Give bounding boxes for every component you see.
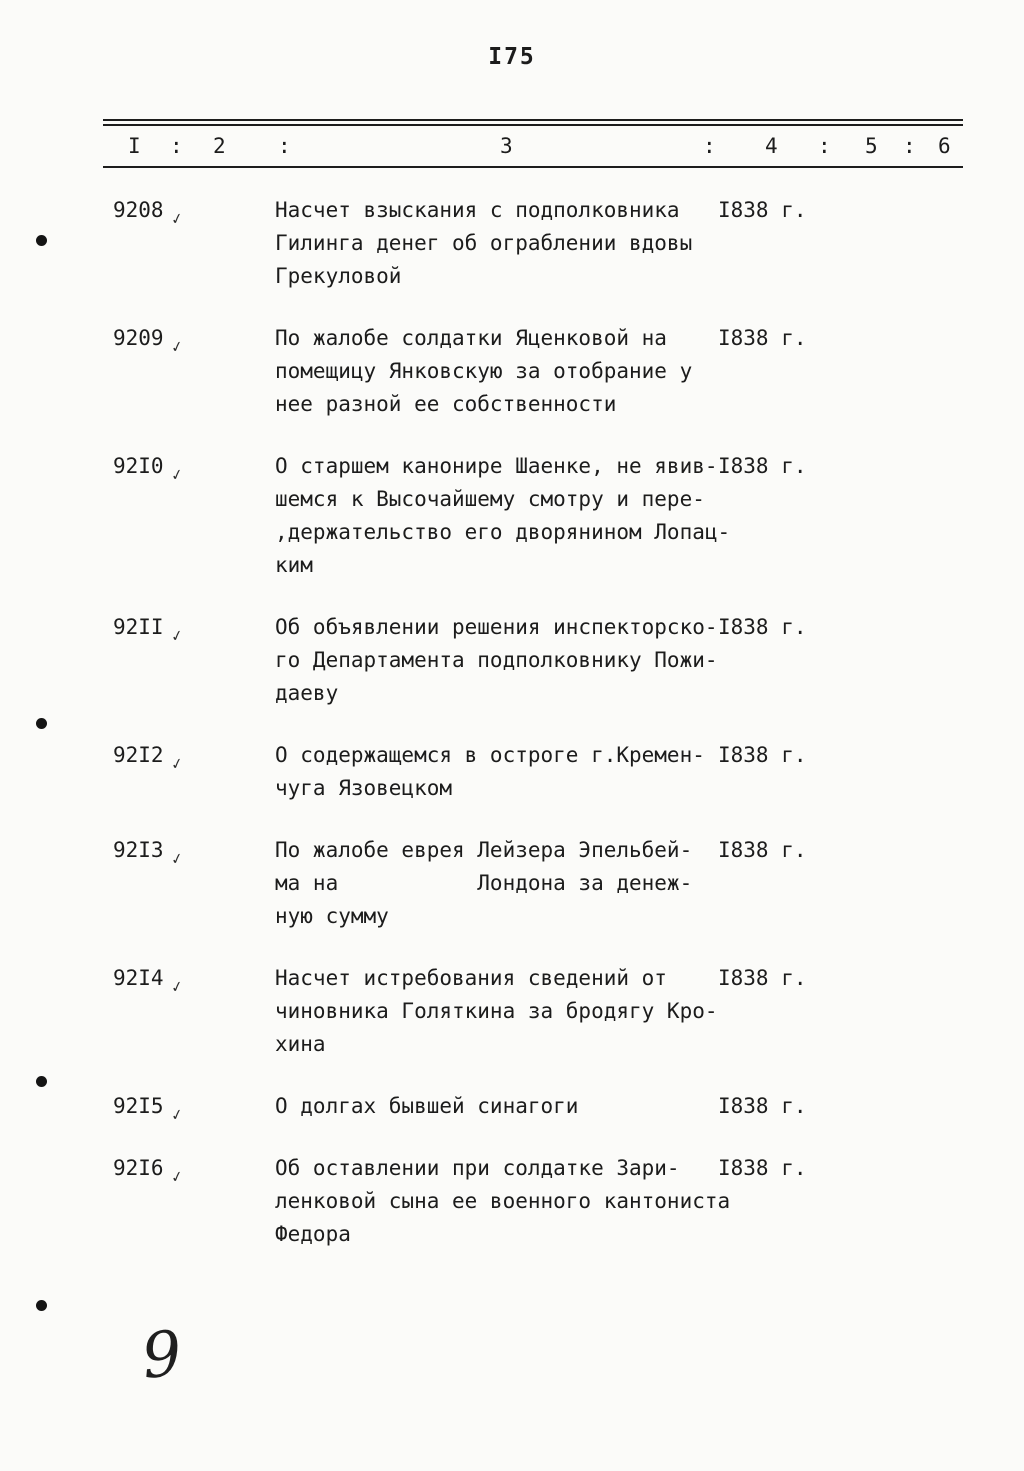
entry-number: 92I5 (113, 1094, 164, 1118)
description-line: По жалобе солдатки Яценковой на (275, 326, 667, 350)
entry-year: I838 г. (718, 454, 807, 478)
entry-year: I838 г. (718, 1156, 807, 1180)
description-line: ,держательство его дворянином Лопац- (275, 520, 731, 544)
header-colon: : (170, 134, 183, 158)
description-line: Насчет истребования сведений от (275, 966, 667, 990)
table-row (113, 194, 1024, 293)
entries-list (0, 194, 1024, 1280)
description-line: шемся к Высочайшему смотру и пере- (275, 487, 705, 511)
margin-dot (36, 1300, 47, 1311)
entry-number-cell (113, 611, 182, 646)
entry-description (275, 194, 1024, 293)
description-line: Об объявлении решения инспекторско- (275, 615, 718, 639)
entry-number-cell (113, 739, 182, 774)
entry-year: I838 г. (718, 743, 807, 767)
description-line: Насчет взыскания с подполковника (275, 198, 680, 222)
description-line: О старшем канонире Шаенке, не явив- (275, 454, 718, 478)
checkmark-icon: ✓ (169, 625, 184, 647)
description-line: чиновника Голяткина за бродягу Кро- (275, 999, 718, 1023)
checkmark-icon: ✓ (169, 464, 184, 486)
entry-year: I838 г. (718, 326, 807, 350)
entry-description (275, 322, 1024, 421)
description-line: О долгах бывшей синагоги (275, 1094, 579, 1118)
description-line: хина (275, 1032, 326, 1056)
entry-number: 9208 (113, 198, 164, 222)
header-colon: : (703, 134, 716, 158)
table-row (113, 962, 1024, 1061)
entry-number-cell (113, 1152, 182, 1187)
entry-number: 92I3 (113, 838, 164, 862)
entry-number: 92I6 (113, 1156, 164, 1180)
description-line: нее разной ее собственности (275, 392, 617, 416)
header-col-4: 4 (765, 134, 778, 158)
entry-description (275, 611, 1024, 710)
entry-year: I838 г. (718, 1094, 807, 1118)
double-rule (103, 119, 963, 126)
entry-number-cell (113, 834, 182, 869)
checkmark-icon: ✓ (169, 753, 184, 775)
table-row (113, 1090, 1024, 1126)
table-row (113, 450, 1024, 582)
entry-number-cell (113, 1090, 182, 1125)
handwritten-page-number: 9 (138, 1316, 186, 1393)
description-line: Гилинга денег об ограблении вдовы (275, 231, 693, 255)
header-col-3: 3 (500, 134, 513, 158)
description-line: помещицу Янковскую за отобрание у (275, 359, 693, 383)
entry-year: I838 г. (718, 615, 807, 639)
description-line: О содержащемся в остроге г.Кремен- (275, 743, 705, 767)
checkmark-icon: ✓ (169, 336, 184, 358)
entry-description (275, 1152, 1024, 1251)
description-line: го Департамента подполковнику Пожи- (275, 648, 718, 672)
description-line: ким (275, 553, 313, 577)
checkmark-icon: ✓ (169, 976, 184, 998)
entry-year: I838 г. (718, 838, 807, 862)
entry-description (275, 739, 1024, 805)
page-number: I75 (488, 44, 536, 70)
table-row (113, 834, 1024, 933)
description-line: Грекуловой (275, 264, 402, 288)
checkmark-icon: ✓ (169, 848, 184, 870)
entry-year: I838 г. (718, 198, 807, 222)
entry-number: 9209 (113, 326, 164, 350)
header-col-6: 6 (938, 134, 951, 158)
entry-description (275, 834, 1024, 933)
entry-description (275, 962, 1024, 1061)
table-row (113, 739, 1024, 805)
table-row (113, 1152, 1024, 1251)
description-line: ную сумму (275, 904, 389, 928)
checkmark-icon: ✓ (169, 208, 184, 230)
table-header (0, 134, 1024, 164)
entry-number-cell (113, 450, 182, 485)
description-line: Федора (275, 1222, 351, 1246)
description-line: Об оставлении при солдатке Зари- (275, 1156, 680, 1180)
header-colon: : (818, 134, 831, 158)
table-row (113, 322, 1024, 421)
header-colon: : (903, 134, 916, 158)
entry-number-cell (113, 194, 182, 229)
description-line: даеву (275, 681, 339, 705)
entry-number: 92I0 (113, 454, 164, 478)
checkmark-icon: ✓ (169, 1166, 184, 1188)
single-rule (103, 166, 963, 168)
header-col-1: I (128, 134, 141, 158)
entry-description (275, 450, 1024, 582)
table-row (113, 611, 1024, 710)
description-line: чуга Язовецком (275, 776, 453, 800)
description-line: ленковой сына ее военного кантониста (275, 1189, 731, 1213)
entry-number-cell (113, 322, 182, 357)
header-colon: : (278, 134, 291, 158)
entry-year: I838 г. (718, 966, 807, 990)
description-line: По жалобе еврея Лейзера Эпельбей- (275, 838, 693, 862)
header-col-5: 5 (865, 134, 878, 158)
entry-number-cell (113, 962, 182, 997)
header-col-2: 2 (213, 134, 226, 158)
entry-number: 92I4 (113, 966, 164, 990)
checkmark-icon: ✓ (169, 1104, 184, 1126)
entry-number: 92II (113, 615, 164, 639)
description-line: ма на Лондона за денеж- (275, 871, 693, 895)
entry-number: 92I2 (113, 743, 164, 767)
entry-description (275, 1090, 1024, 1123)
